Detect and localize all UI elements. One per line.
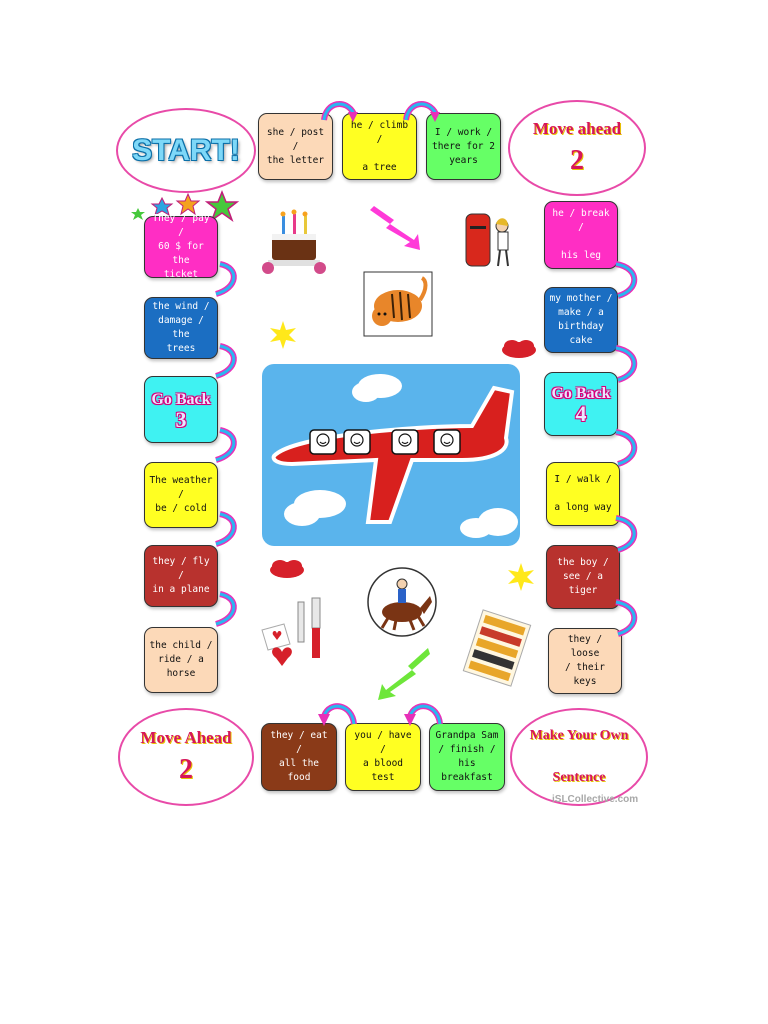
arrow-icon bbox=[210, 258, 244, 298]
move-ahead-top-space[interactable] bbox=[508, 100, 646, 196]
arrow-icon bbox=[210, 340, 244, 380]
left-square-1[interactable]: They / pay / 60 $ for the ticket bbox=[144, 216, 218, 278]
move-ahead-top-title: Move ahead bbox=[532, 119, 622, 138]
star-icon bbox=[506, 562, 536, 592]
arrow-icon bbox=[210, 588, 244, 628]
go-back-number: 4 bbox=[575, 401, 587, 426]
left-square-2[interactable]: the wind / damage / the trees bbox=[144, 297, 218, 359]
move-ahead-bottom-number: 2 bbox=[179, 754, 193, 785]
blood-test-icon bbox=[256, 592, 334, 676]
move-ahead-top-number: 2 bbox=[570, 145, 584, 176]
game-board bbox=[110, 88, 655, 813]
birthday-cake-icon bbox=[260, 206, 330, 278]
bottom-square-2[interactable]: you / have / a blood test bbox=[345, 723, 421, 791]
move-ahead-bottom-space[interactable] bbox=[118, 708, 254, 806]
cloud-icon bbox=[500, 338, 538, 360]
arrow-icon bbox=[610, 260, 644, 300]
airplane-icon bbox=[262, 364, 520, 546]
arrow-icon bbox=[210, 508, 244, 548]
go-back-number: 3 bbox=[175, 406, 187, 432]
arrow-icon bbox=[610, 514, 644, 554]
make-your-own-space[interactable] bbox=[510, 708, 648, 806]
move-ahead-bottom-title: Move Ahead bbox=[140, 728, 232, 747]
arrow-icon bbox=[318, 696, 358, 728]
top-square-1[interactable]: she / post / the letter bbox=[258, 113, 333, 180]
right-square-6[interactable]: they / loose / their keys bbox=[548, 628, 622, 694]
left-square-6[interactable]: the child / ride / a horse bbox=[144, 627, 218, 693]
go-back-title: Go Back bbox=[151, 390, 211, 408]
arrow-icon bbox=[610, 428, 644, 468]
right-square-5[interactable]: the boy / see / a tiger bbox=[546, 545, 620, 609]
make-your-own-line1: Make Your Own bbox=[529, 728, 629, 743]
arrow-icon bbox=[402, 94, 442, 124]
left-go-back-square[interactable] bbox=[144, 376, 218, 443]
make-your-own-line2: Sentence bbox=[552, 770, 606, 785]
tiger-icon bbox=[364, 272, 432, 336]
top-square-3[interactable]: I / work / there for 2 years bbox=[426, 113, 501, 180]
horse-rider-icon bbox=[366, 568, 438, 638]
right-square-1[interactable]: he / break / his leg bbox=[544, 201, 618, 269]
bottom-square-3[interactable]: Grandpa Sam / finish / his breakfast bbox=[429, 723, 505, 791]
arrow-icon bbox=[210, 424, 244, 464]
start-label: START! bbox=[132, 133, 240, 167]
arrow-icon bbox=[610, 598, 644, 638]
tickets-icon bbox=[464, 608, 530, 688]
right-square-2[interactable]: my mother / make / a birthday cake bbox=[544, 287, 618, 353]
go-back-title: Go Back bbox=[551, 385, 611, 402]
cloud-icon bbox=[268, 558, 306, 580]
postbox-girl-icon bbox=[458, 204, 520, 274]
arrow-icon bbox=[610, 344, 644, 384]
star-icon bbox=[268, 320, 298, 350]
left-square-4[interactable]: The weather / be / cold bbox=[144, 462, 218, 528]
start-space[interactable] bbox=[116, 108, 256, 193]
right-go-back-square[interactable] bbox=[544, 372, 618, 436]
bottom-square-1[interactable]: they / eat / all the food bbox=[261, 723, 337, 791]
left-square-5[interactable]: they / fly / in a plane bbox=[144, 545, 218, 607]
watermark: iSLCollective.com bbox=[552, 794, 639, 805]
right-square-4[interactable]: I / walk / a long way bbox=[546, 462, 620, 526]
lightning-icon bbox=[374, 644, 432, 704]
lightning-icon bbox=[368, 200, 424, 254]
arrow-icon bbox=[320, 94, 360, 124]
top-square-2[interactable]: he / climb / a tree bbox=[342, 113, 417, 180]
